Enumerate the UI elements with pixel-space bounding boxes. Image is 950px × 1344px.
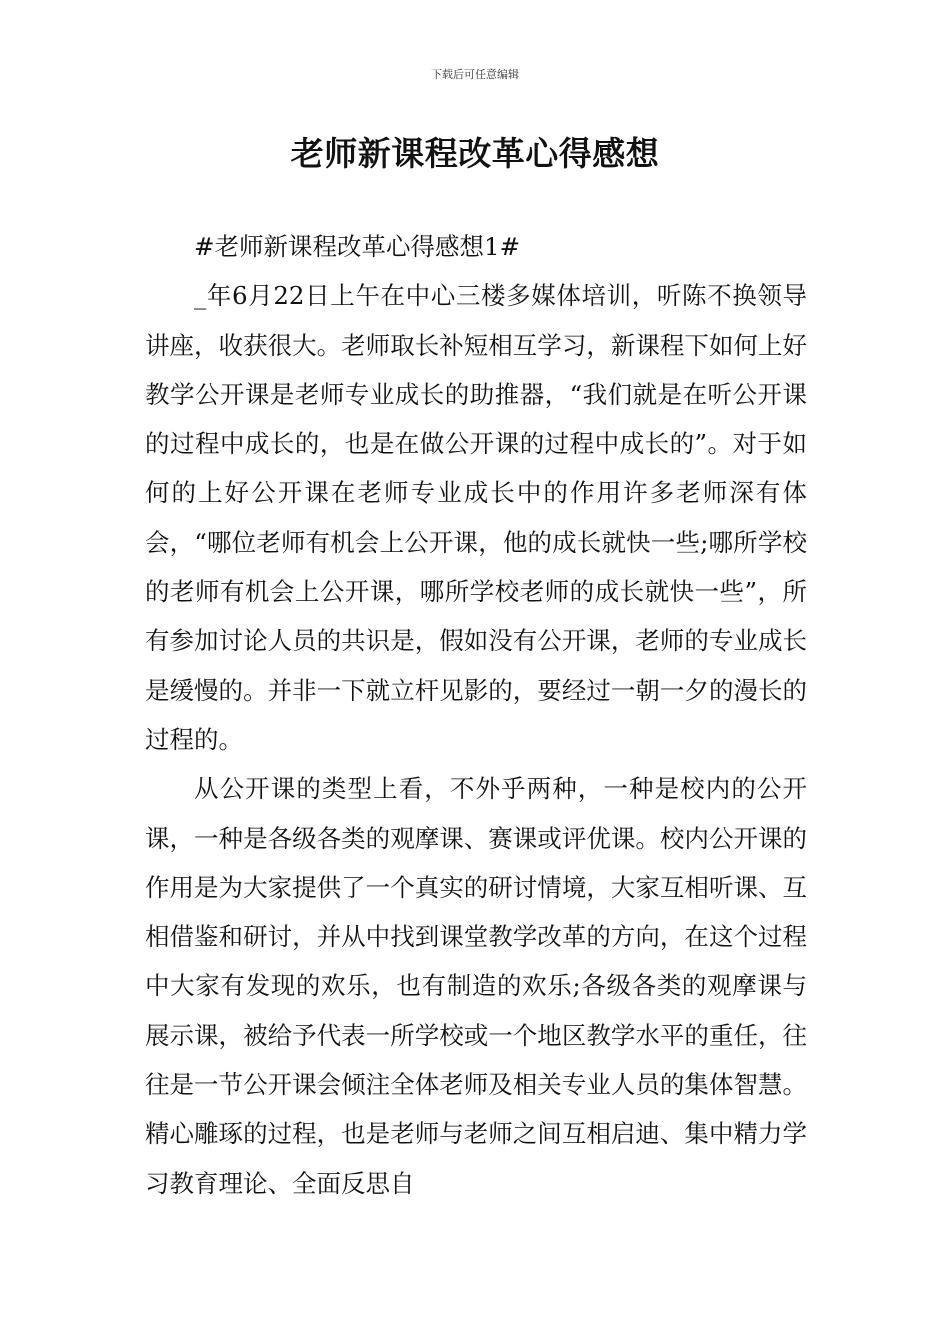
body-paragraph: _年6月22日上午在中心三楼多媒体培训，听陈不换领导讲座，收获很大。老师取长补短相互学习，新课程下如何上好教学公开课是老师专业成长的助推器，“我们就是在听公开课的过程中成长的，也是在做公开课的过程中成长的”。对于如何的上好公开课在老师专业成长中的作用许多老师深有体会，“哪位老师有机会上公开课，他的成长就快一些;哪所学校的老师有机会上公开课，哪所学校老师的成长就快一些”，所有参加讨论人员的共识是，假如没有公开课，老师的专业成长是缓慢的。并非一下就立杆见影的，要经过一朝一夕的漫长的过程的。 <box>145 281 807 754</box>
section-heading: #老师新课程改革心得感想1# <box>194 232 521 261</box>
document-body <box>145 222 807 1208</box>
header-note: 下载后可任意编辑 <box>431 68 519 81</box>
body-paragraph: 从公开课的类型上看，不外乎两种，一种是校内的公开课，一种是各级各类的观摩课、赛课或评优课。校内公开课的作用是为大家提供了一个真实的研讨情境，大家互相听课、互相借鉴和研讨，并从中找到课堂教学改革的方向，在这个过程中大家有发现的欢乐，也有制造的欢乐;各级各类的观摩课与展示课，被给予代表一所学校或一个地区教学水平的重任，往往是一节公开课会倾注全体老师及相关专业人员的集体智慧。精心雕琢的过程，也是老师与老师之间互相启迪、集中精力学习教育理论、全面反思自 <box>145 774 807 1198</box>
document-title: 老师新课程改革心得感想 <box>290 134 660 173</box>
